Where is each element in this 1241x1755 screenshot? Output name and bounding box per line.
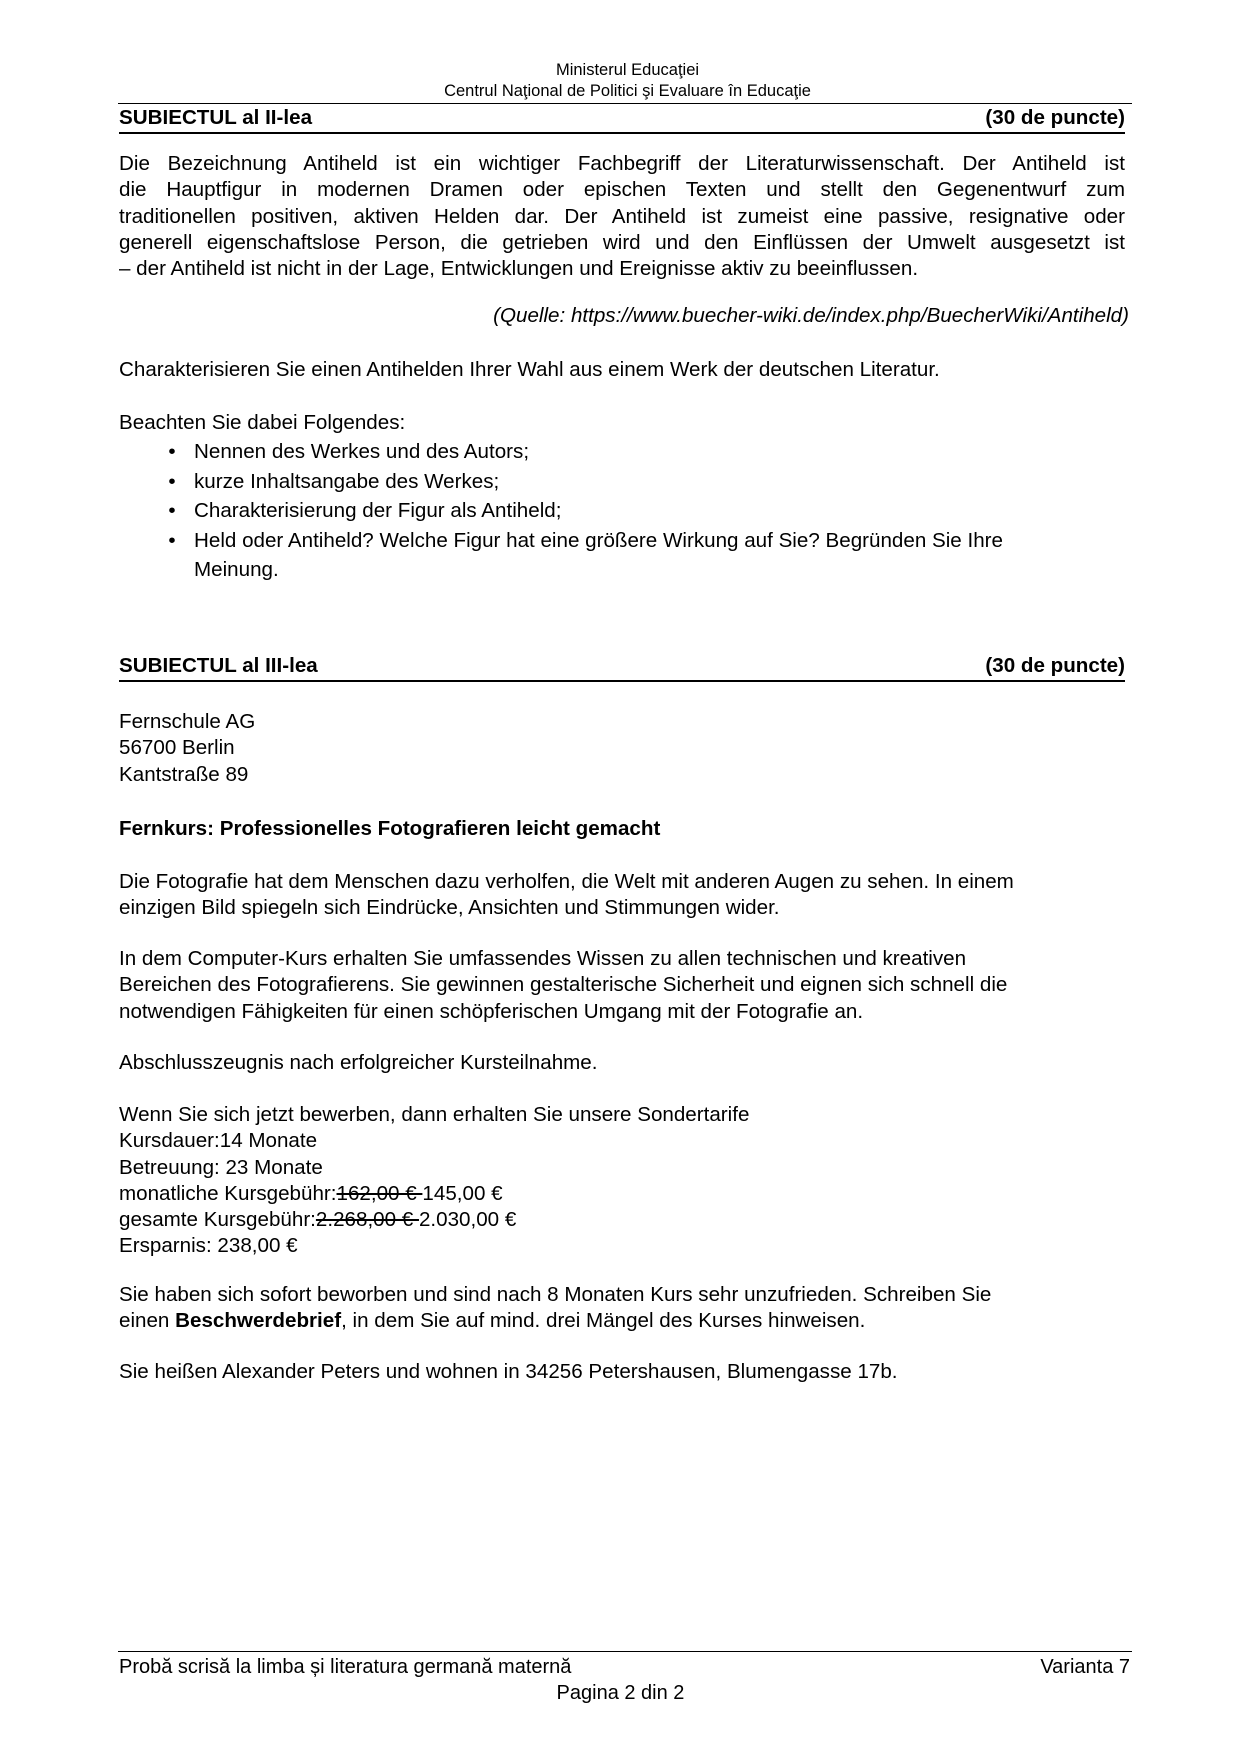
offer-duration: Kursdauer:14 Monate xyxy=(119,1129,318,1153)
task-line: Sie haben sich sofort beworben und sind nach 8 Monaten Kurs sehr unzufrieden. Schreiben Sie xyxy=(119,1283,992,1306)
course-title: Fernkurs: Professionelles Fotografieren leicht gemacht xyxy=(119,817,661,840)
bullet-text: kurze Inhaltsangabe des Werkes; xyxy=(194,469,500,493)
bullet-text: Nennen des Werkes und des Autors; xyxy=(194,440,530,463)
list-item xyxy=(162,496,1132,526)
offer-intro: Wenn Sie sich jetzt bewerben, dann erhalten Sie unsere Sondertarife xyxy=(119,1103,750,1126)
sender-address xyxy=(119,709,1133,788)
subject-2-intro xyxy=(119,151,1125,282)
monthly-fee-label: monatliche Kursgebühr: xyxy=(119,1181,337,1205)
total-fee-old: 2.268,00 € xyxy=(315,1208,419,1232)
subject-2-source: (Quelle: https://www.buecher-wiki.de/index.php/BuecherWiki/Antiheld) xyxy=(493,304,1129,327)
subject-2-heading xyxy=(119,106,1125,134)
bullet-line: Held oder Antiheld? Welche Figur hat eine größere Wirkung auf Sie? Begründen Sie Ihre xyxy=(194,528,1003,552)
offer-block xyxy=(119,1102,1133,1260)
footer-divider xyxy=(118,1651,1132,1652)
intro-line: – der Antiheld ist nicht in der Lage, Entwicklungen und Ereignisse aktiv zu beeinflussen. xyxy=(119,257,919,281)
footer-page-number: Pagina 2 din 2 xyxy=(556,1682,685,1704)
total-fee-label: gesamte Kursgebühr: xyxy=(119,1208,316,1232)
para-line: Bereichen des Fotografierens. Sie gewinnen gestalterische Sicherheit und eignen sich schnell die xyxy=(119,973,1008,997)
total-fee-new: 2.030,00 € xyxy=(418,1208,517,1232)
monthly-fee-new: 145,00 € xyxy=(422,1181,503,1205)
bullet-icon: • xyxy=(168,499,176,522)
task-keyword: Beschwerdebrief xyxy=(175,1309,342,1333)
subject-3-points: (30 de puncte) xyxy=(985,654,1125,677)
bullet-icon: • xyxy=(168,528,176,552)
para-line: einzigen Bild spiegeln sich Eindrücke, Ansichten und Stimmungen wider. xyxy=(119,896,780,920)
address-line: Kantstraße 89 xyxy=(119,762,249,786)
offer-savings: Ersparnis: 238,00 € xyxy=(119,1234,298,1258)
bullet-icon: • xyxy=(168,469,176,493)
offer-monthly-fee xyxy=(119,1181,1133,1207)
bullet-icon: • xyxy=(168,440,176,463)
header-divider xyxy=(118,103,1132,104)
intro-line: generell eigenschaftslose Person, die getrieben wird und den Einflüssen der Umwelt ausgesetzt ist xyxy=(119,230,1125,254)
para-line: In dem Computer-Kurs erhalten Sie umfassendes Wissen zu allen technischen und kreativen xyxy=(119,947,967,970)
intro-line: traditionellen positiven, aktiven Helden dar. Der Antiheld ist zumeist eine passive, resignative oder xyxy=(119,204,1125,228)
subject-2-title: SUBIECTUL al II-lea xyxy=(119,106,313,129)
list-item xyxy=(162,526,1132,585)
subject-2-bullet-list xyxy=(162,437,1132,585)
bullet-line: Meinung. xyxy=(194,558,279,581)
address-line: Fernschule AG xyxy=(119,710,256,733)
para-line: Die Fotografie hat dem Menschen dazu verholfen, die Welt mit anderen Augen zu sehen. In einem xyxy=(119,870,1014,893)
course-para-1 xyxy=(119,869,1133,922)
offer-support: Betreuung: 23 Monate xyxy=(119,1155,323,1179)
task-text: einen xyxy=(119,1309,176,1333)
bullet-text: Charakterisierung der Figur als Antiheld; xyxy=(194,499,562,522)
footer-exam-name: Probă scrisă la limba și literatura germană maternă xyxy=(119,1656,572,1678)
header-center: Centrul Naţional de Politici şi Evaluare în Educaţie xyxy=(444,82,811,100)
subject-2-points: (30 de puncte) xyxy=(985,106,1125,129)
subject-2-note-label: Beachten Sie dabei Folgendes: xyxy=(119,411,406,434)
subject-2-task: Charakterisieren Sie einen Antihelden Ihrer Wahl aus einem Werk der deutschen Literatur. xyxy=(119,358,940,381)
bullet-text xyxy=(194,526,1132,585)
intro-line: Die Bezeichnung Antiheld ist ein wichtiger Fachbegriff der Literaturwissenschaft. Der Antiheld ist xyxy=(119,152,1125,175)
address-line: 56700 Berlin xyxy=(119,736,235,760)
subject-3-identity: Sie heißen Alexander Peters und wohnen in 34256 Petershausen, Blumengasse 17b. xyxy=(119,1360,898,1383)
list-item xyxy=(162,437,1132,467)
footer-variant: Varianta 7 xyxy=(1040,1656,1130,1678)
intro-line: die Hauptfigur in modernen Dramen oder epischen Texten und stellt den Gegenentwurf zum xyxy=(119,178,1125,202)
offer-total-fee xyxy=(119,1207,1133,1233)
subject-3-title: SUBIECTUL al III-lea xyxy=(119,654,318,677)
para-line: notwendigen Fähigkeiten für einen schöpferischen Umgang mit der Fotografie an. xyxy=(119,999,864,1023)
subject-3-heading xyxy=(119,654,1125,682)
task-line xyxy=(119,1308,1133,1334)
task-text: , in dem Sie auf mind. drei Mängel des Kurses hinweisen. xyxy=(341,1309,866,1333)
header-ministry: Ministerul Educaţiei xyxy=(555,61,700,79)
course-para-3: Abschlusszeugnis nach erfolgreicher Kursteilnahme. xyxy=(119,1051,598,1074)
list-item xyxy=(162,467,1132,497)
course-para-2 xyxy=(119,946,1133,1025)
monthly-fee-old: 162,00 € xyxy=(336,1181,423,1205)
subject-3-task xyxy=(119,1282,1133,1335)
